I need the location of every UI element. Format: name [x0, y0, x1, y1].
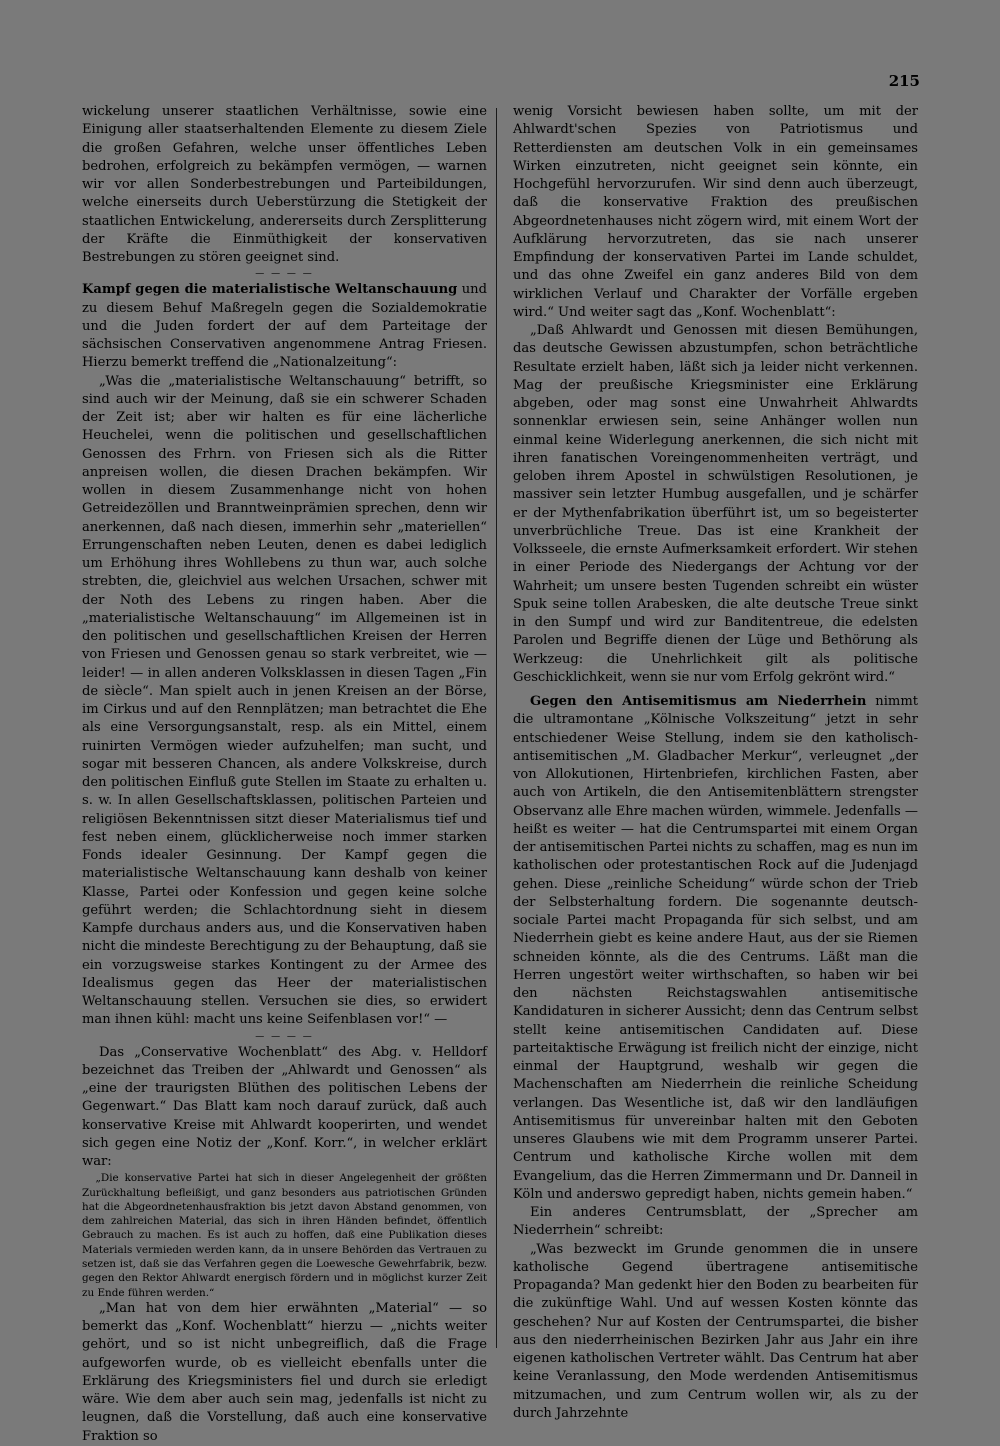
section-heading: Gegen den Antisemitismus am Niederrhein [530, 694, 867, 709]
quote-paragraph: „Was die „materialistische Weltanschauung“ betrifft, so sind auch wir der Meinung, daß sie ein schwerer Schaden der Zeit ist; aber wir halten es für eine lächerliche Heuchelei, wenn die politischen und gesellschaftlichen Genossen des Frhrn. von Friesen sich als die Ritter anpreisen wollen, die diesen Drachen bekämpfen. Wir wollen in diesem Zusammenhange nicht von hohen Getreidezöllen und Branntweinprämien sprechen, denn wir anerkennen, daß nach diesen, immerhin sehr „materiellen“ Errungenschaften neben Leuten, denen es dabei lediglich um Erhöhung ihres Wohllebens zu thun war, auch solche strebten, die, gleichviel aus welchen Ursachen, schwer mit der Noth des Lebens zu ringen haben. Aber die „materialistische Weltanschauung“ im Allgemeinen ist in den politischen und gesellschaftlichen Kreisen der Herren von Friesen und Genossen genau so stark verbreitet, wie — leider! — in allen anderen Volksklassen in diesen Tagen „Fin de siècle“. Man spielt auch in jenen Kreisen an der Börse, im Cirkus und auf den Rennplätzen; man betrachtet die Ehe als eine Versorgungsanstalt, resp. als ein Mittel, einem ruinirten Vermögen wieder aufzuhelfen; man sucht, und sogar mit besseren Chancen, als andere Volkskreise, durch den politischen Einfluß gute Stellen im Staate zu erhalten u. s. w. In allen Gesellschaftsklassen, politischen Parteien und religiösen Bekenntnissen sitzt dieser Materialismus tief und fest neben einem, glücklicherweise noch immer starken Fonds idealer Gesinnung. Der Kampf gegen die materialistische Weltanschauung kann deshalb von keiner Klasse, Partei oder Konfession und gegen keine solche geführt werden; die Schlachtordnung sieht in diesem Kampfe durchaus anders aus, und die Konservativen haben nicht die mindeste Berechtigung zu der Behauptung, daß sie ein vorzugsweise starkes Kontingent zu der Armee des Idealismus gegen das Heer der materialistischen Weltanschauung stellen. Versuchen sie dies, so erwidert man ihnen kühl: macht uns keine Seifenblasen vor!“ — [82, 373, 487, 1028]
left-column [82, 103, 487, 1446]
section-paragraph [513, 693, 918, 1204]
small-print-quote: „Die konservative Partei hat sich in dieser Angelegenheit der größten Zurückhaltung befleißigt, und ganz besonders aus patriotischen Gründen hat die Abgeordnetenhausfraktion bis jetzt davon Abstand genommen, von dem zahlreichen Material, das sich in ihren Händen befindet, öffentlich Gebrauch zu machen. Es ist auch zu hoffen, daß eine Publikation dieses Materials vermieden werden kann, da in unsere Behörden das Vertrauen zu setzen ist, daß sie das Verfahren gegen die Loewesche Gewehrfabrik, bezw. gegen den Rektor Ahlwardt energisch fördern und in möglichst kurzer Zeit zu Ende führen werden.“ [82, 1172, 487, 1299]
quote-paragraph: „Daß Ahlwardt und Genossen mit diesen Bemühungen, das deutsche Gewissen abzustumpfen, schon beträchtliche Resultate erzielt haben, läßt sich ja leider nicht verkennen. Mag der preußische Kriegsminister eine Erklärung abgeben, oder mag sonst eine Unwahrheit Ahlwardts sonnenklar erwiesen sein, seine Anhänger wollen nun einmal keine Widerlegung anerkennen, die sich nicht mit ihren fanatischen Voreingenommenheiten verträgt, und geloben ihrem Apostel in schwülstigen Resolutionen, je massiver sein letzter Humbug ausgefallen, und je schärfer er der Mythenfabrikation überführt ist, um so begeisterter unverbrüchliche Treue. Das ist eine Krankheit der Volksseele, die ernste Aufmerksamkeit erfordert. Wir stehen in einer Periode des Niedergangs der Achtung vor der Wahrheit; um unsere besten Tugenden schreibt ein wüster Spuk seine tollen Arabesken, die alte deutsche Treue sinkt in den Sumpf und wird zur Banditentreue, die edelsten Parolen und Begriffe dienen der Lüge und Bethörung als Werkzeug: die Unehrlichkeit gilt als politische Geschicklichkeit, wenn sie nur vom Erfolg gekrönt wird.“ [513, 323, 918, 685]
paragraph: Das „Conservative Wochenblatt“ des Abg. v. Helldorf bezeichnet das Treiben der „Ahlwardt und Genossen“ als „eine der traurigsten Blüthen des politischen Lebens der Gegenwart.“ Das Blatt kam noch darauf zurück, daß auch konservative Kreise mit Ahlwardt kooperirten, und wendet sich gegen eine Notiz der „Konf. Korr.“, in welcher erklärt war: [82, 1044, 487, 1169]
section-separator: — — — — [255, 1031, 314, 1042]
section-paragraph [82, 281, 487, 372]
paragraph: „Man hat von dem hier erwähnten „Material“ — so bemerkt das „Konf. Wochenblatt“ hierzu — „nichts weiter gehört, und so ist nicht unbegreiflich, daß die Frage aufgeworfen wurde, ob es vielleicht ebenfalls unter die Erklärung des Kriegsministers fiel und durch sie erledigt wäre. Wie dem aber auch sein mag, jedenfalls ist nicht zu leugnen, daß die Vorstellung, daß auch eine konservative Fraktion so [82, 1300, 487, 1444]
paragraph: wenig Vorsicht bewiesen haben sollte, um mit der Ahlwardt'schen Spezies von Patriotismus und Retterdiensten am deutschen Volk in ein gemeinsames Wirken einzutreten, nicht geeignet sein könnte, ein Hochgefühl hervorzurufen. Wir sind denn auch überzeugt, daß die konservative Fraktion des preußischen Abgeordnetenhauses nicht zögern wird, mit einem Wort der Aufklärung hervorzutreten, das sie nach unserer Empfindung der konservativen Partei im Lande schuldet, und das ohne Zweifel ein ganz anderes Bild von dem wirklichen Verlauf und Charakter der Vorfälle ergeben wird.“ Und weiter sagt das „Konf. Wochenblatt“: [513, 104, 918, 320]
section-text: nimmt die ultramontane „Kölnische Volkszeitung“ jetzt in sehr entschiedener Weise Stellung, indem sie den katholisch-antisemitischen „M. Gladbacher Merkur“, verleugnet „der von Allokutionen, Hirtenbriefen, kirchlichen Fasten, aber auch von Artikeln, die den Antisemitenblättern strengster Observanz alle Ehre machen würden, wimmele. Jedenfalls — heißt es weiter — hat die Centrumspartei mit einem Organ der antisemitischen Partei nichts zu schaffen, mag es nun im katholischen oder protestantischen Rock auf die Judenjagd gehen. Diese „reinliche Scheidung“ würde schon der Trieb der Selbsterhaltung fordern. Die sogenannte deutsch-sociale Partei macht Propaganda für sich selbst, und am Niederrhein giebt es keine andere Haut, aus der sie Riemen schneiden könnte, als die des Centrums. Läßt man die Herren ungestört weiter wirthschaften, so haben wir bei den nächsten Reichstagswahlen antisemitische Kandidaturen in sicherer Aussicht; denn das Centrum selbst stellt keine antisemitischen Candidaten auf. Diese parteitaktische Erwägung ist freilich nicht der einzige, nicht einmal der Hauptgrund, weshalb wir gegen die Machenschaften am Niederrhein die reinliche Scheidung verlangen. Das Wesentliche ist, daß wir den landläufigen Antisemitismus für unvereinbar halten mit den Geboten unseres Glaubens wie mit dem Programm unserer Partei. Centrum und katholische Kirche wollen mit dem Evangelium, das die Herren Zimmermann und Dr. Danneil in Köln und anderswo gepredigt haben, nichts gemein haben.“ [513, 694, 918, 1202]
section-heading: Kampf gegen die materialistische Weltanschauung [82, 282, 458, 298]
column-divider [496, 108, 497, 1348]
section-text: und zu diesem Behuf Maßregeln gegen die Sozialdemokratie und die Juden fordert der auf dem Parteitage der sächsischen Conservativen angenommene Antrag Friesen. Hierzu bemerkt treffend die „Nationalzeitung“: [82, 282, 487, 371]
quote-paragraph: „Was bezweckt im Grunde genommen die in unsere katholische Gegend übertragene antisemitische Propaganda? Man gedenkt hier den Boden zu bearbeiten für die zukünftige Wahl. Und auf wessen Kosten könnte das geschehen? Nur auf Kosten der Centrumspartei, die bisher aus den niederrheinischen Bezirken Jahr aus Jahr ein ihre eigenen katholischen Vertreter wählt. Das Centrum hat aber keine Veranlassung, den Mode werdenden Antisemitismus mitzumachen, und zum Centrum wollen wir, als zu der durch Jahrzehnte [513, 1241, 918, 1421]
paragraph: Ein anderes Centrumsblatt, der „Sprecher am Niederrhein“ schreibt: [513, 1205, 918, 1239]
paragraph: wickelung unserer staatlichen Verhältnisse, sowie eine Einigung aller staatserhaltenden Elemente zu diesem Ziele die großen Gefahren, welche unser öffentliches Leben bedrohen, erfolgreich zu bekämpfen vermögen, — warnen wir vor allen Sonderbestrebungen und Parteibildungen, welche einerseits durch Ueberstürzung die Stetigkeit der staatlichen Entwickelung, andererseits durch Zersplitterung der Kräfte die Einmüthigkeit der konservativen Bestrebungen zu stören geeignet sind. [82, 104, 487, 265]
right-column [513, 103, 918, 1423]
section-separator: — — — — [255, 269, 314, 280]
page-number: 215 [888, 72, 920, 90]
